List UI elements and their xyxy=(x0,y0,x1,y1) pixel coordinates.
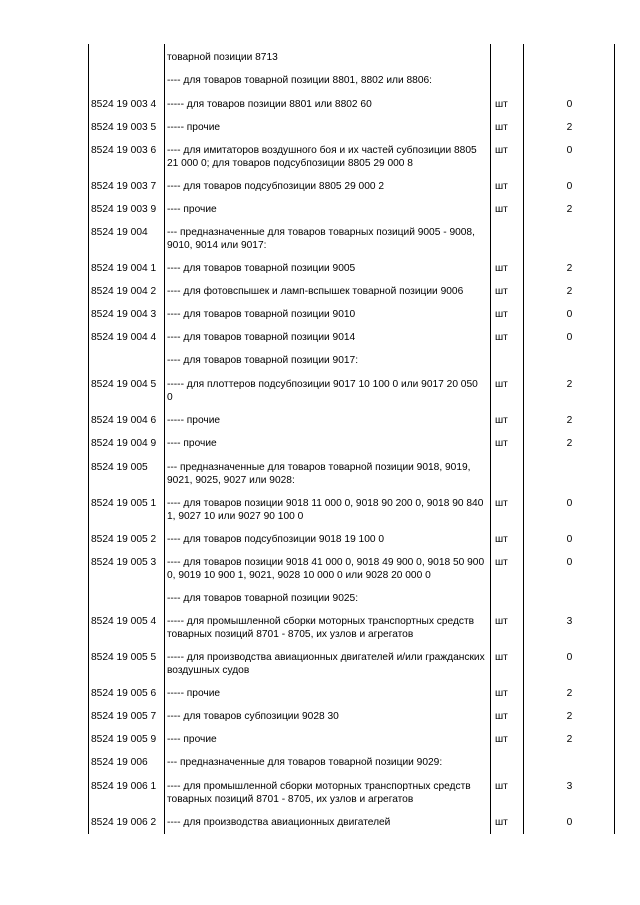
row-code: 8524 19 004 3 xyxy=(91,309,157,320)
row-description: товарной позиции 8713 xyxy=(167,52,278,63)
row-code: 8524 19 005 7 xyxy=(91,711,157,722)
row-unit xyxy=(490,75,523,88)
row-unit: шт xyxy=(495,652,508,663)
row-unit: шт xyxy=(495,204,508,215)
row-rate: 0 xyxy=(566,817,573,828)
row-description: --- предназначенные для товаров товарной позиции 9018, 9019, 9021, 9025, 9027 или 9028: xyxy=(167,462,471,486)
row-description: ----- для производства авиационных двигателей и/или гражданских воздушных судов xyxy=(167,652,485,676)
row-code: 8524 19 005 1 xyxy=(91,498,157,509)
row-unit: шт xyxy=(495,145,508,156)
row-unit xyxy=(490,355,523,368)
row-unit: шт xyxy=(495,122,508,133)
row-unit: шт xyxy=(495,379,508,390)
row-unit: шт xyxy=(495,498,508,509)
row-unit: шт xyxy=(495,415,508,426)
row-description: ----- для промышленной сборки моторных транспортных средств товарных позиций 8701 - 8705, их узлов и агрегатов xyxy=(167,616,475,640)
row-rate: 0 xyxy=(566,557,573,568)
row-rate: 0 xyxy=(566,498,573,509)
row-code: 8524 19 006 1 xyxy=(91,781,157,792)
row-code: 8524 19 004 1 xyxy=(91,263,157,274)
row-rate: 0 xyxy=(566,332,573,343)
row-code: 8524 19 003 9 xyxy=(91,204,157,215)
column-divider-right xyxy=(614,44,615,834)
row-code xyxy=(88,52,164,65)
table-row xyxy=(88,438,614,451)
row-unit: шт xyxy=(495,99,508,110)
table-row xyxy=(88,309,614,322)
row-code: 8524 19 004 2 xyxy=(91,286,157,297)
row-unit: шт xyxy=(495,286,508,297)
row-rate: 2 xyxy=(566,379,573,390)
table-row xyxy=(88,462,614,487)
row-rate xyxy=(523,355,614,368)
row-code: 8524 19 004 6 xyxy=(91,415,157,426)
row-rate: 2 xyxy=(566,415,573,426)
row-rate: 3 xyxy=(566,616,573,627)
row-description: ---- для имитаторов воздушного боя и их частей субпозиции 8805 21 000 0; для товаров подсубпозиции 8805 29 000 8 xyxy=(167,145,477,169)
table-row xyxy=(88,286,614,299)
row-rate xyxy=(523,227,614,252)
row-rate: 0 xyxy=(566,181,573,192)
table-row xyxy=(88,355,614,368)
row-description: ----- для товаров позиции 8801 или 8802 60 xyxy=(167,99,372,110)
row-code: 8524 19 003 5 xyxy=(91,122,157,133)
table-row xyxy=(88,817,614,830)
row-unit xyxy=(490,227,523,252)
table-row xyxy=(88,99,614,112)
table-row xyxy=(88,652,614,677)
row-unit: шт xyxy=(495,438,508,449)
table-row xyxy=(88,145,614,170)
row-rate: 2 xyxy=(566,438,573,449)
row-code: 8524 19 004 9 xyxy=(91,438,157,449)
row-rate: 2 xyxy=(566,263,573,274)
table-row xyxy=(88,227,614,252)
table-row xyxy=(88,332,614,345)
row-description: ---- для товаров товарной позиции 9010 xyxy=(167,309,356,320)
row-description: ---- для товаров подсубпозиции 9018 19 100 0 xyxy=(167,534,385,545)
row-rate: 2 xyxy=(566,688,573,699)
row-description: ----- для плоттеров подсубпозиции 9017 10 100 0 или 9017 20 050 0 xyxy=(167,379,478,403)
row-description: ----- прочие xyxy=(167,415,221,426)
row-code: 8524 19 004 xyxy=(91,227,148,238)
row-rate: 2 xyxy=(566,734,573,745)
row-code xyxy=(88,355,164,368)
row-rate: 3 xyxy=(566,781,573,792)
row-rate: 0 xyxy=(566,652,573,663)
table-row xyxy=(88,379,614,404)
row-code: 8524 19 005 xyxy=(91,462,148,473)
row-unit: шт xyxy=(495,817,508,828)
table-row xyxy=(88,75,614,88)
row-code: 8524 19 003 4 xyxy=(91,99,157,110)
table-row xyxy=(88,181,614,194)
row-rate: 2 xyxy=(566,286,573,297)
row-code: 8524 19 004 4 xyxy=(91,332,157,343)
row-description: ---- для промышленной сборки моторных транспортных средств товарных позиций 8701 - 8705, их узлов и агрегатов xyxy=(167,781,471,805)
row-description: ---- для товаров позиции 9018 41 000 0, 9018 49 900 0, 9018 50 900 0, 9019 10 900 1, 9021, 9028 10 000 0 или 9028 20 000 0 xyxy=(167,557,485,581)
row-description: ---- для товаров товарной позиции 9025: xyxy=(167,593,359,604)
table-row xyxy=(88,204,614,217)
row-unit: шт xyxy=(495,616,508,627)
row-unit: шт xyxy=(495,688,508,699)
row-unit: шт xyxy=(495,332,508,343)
table-row xyxy=(88,52,614,65)
row-unit xyxy=(490,52,523,65)
table-row xyxy=(88,757,614,770)
table-row xyxy=(88,616,614,641)
row-description: ---- для товаров товарной позиции 9014 xyxy=(167,332,356,343)
row-code: 8524 19 003 6 xyxy=(91,145,157,156)
row-code xyxy=(88,75,164,88)
row-description: ----- прочие xyxy=(167,688,221,699)
table-row xyxy=(88,122,614,135)
row-rate xyxy=(523,757,614,770)
table-row xyxy=(88,711,614,724)
row-rate xyxy=(523,593,614,606)
row-code: 8524 19 005 6 xyxy=(91,688,157,699)
row-description: ---- прочие xyxy=(167,204,217,215)
row-description: ---- для товаров субпозиции 9028 30 xyxy=(167,711,339,722)
row-code: 8524 19 005 5 xyxy=(91,652,157,663)
row-code: 8524 19 006 xyxy=(91,757,148,768)
row-unit xyxy=(490,757,523,770)
row-description: ---- прочие xyxy=(167,438,217,449)
row-rate: 2 xyxy=(566,711,573,722)
row-description: ---- для производства авиационных двигателей xyxy=(167,817,391,828)
row-code: 8524 19 004 5 xyxy=(91,379,157,390)
table-row xyxy=(88,415,614,428)
row-rate: 0 xyxy=(566,145,573,156)
table-row xyxy=(88,498,614,523)
row-rate: 2 xyxy=(566,204,573,215)
row-unit: шт xyxy=(495,734,508,745)
row-description: --- предназначенные для товаров товарных позиций 9005 - 9008, 9010, 9014 или 9017: xyxy=(167,227,475,251)
row-code: 8524 19 005 9 xyxy=(91,734,157,745)
row-unit: шт xyxy=(495,557,508,568)
row-unit: шт xyxy=(495,711,508,722)
row-code: 8524 19 006 2 xyxy=(91,817,157,828)
table-row xyxy=(88,263,614,276)
table-row xyxy=(88,557,614,582)
row-rate xyxy=(523,52,614,65)
table-row xyxy=(88,688,614,701)
row-rate: 2 xyxy=(566,122,573,133)
row-description: ---- для товаров товарной позиции 8801, 8802 или 8806: xyxy=(167,75,432,86)
row-rate xyxy=(523,462,614,487)
table-row xyxy=(88,534,614,547)
row-unit: шт xyxy=(495,309,508,320)
row-code: 8524 19 005 2 xyxy=(91,534,157,545)
row-description: ---- для товаров товарной позиции 9017: xyxy=(167,355,359,366)
row-rate xyxy=(523,75,614,88)
table-row xyxy=(88,593,614,606)
row-code: 8524 19 005 3 xyxy=(91,557,157,568)
row-description: ----- прочие xyxy=(167,122,221,133)
table-row xyxy=(88,781,614,806)
row-rate: 0 xyxy=(566,99,573,110)
row-rate: 0 xyxy=(566,534,573,545)
row-description: ---- прочие xyxy=(167,734,217,745)
row-description: ---- для товаров подсубпозиции 8805 29 000 2 xyxy=(167,181,385,192)
row-code xyxy=(88,593,164,606)
row-unit xyxy=(490,462,523,487)
row-description: ---- для товаров позиции 9018 11 000 0, 9018 90 200 0, 9018 90 840 1, 9027 10 или 9027 90 100 0 xyxy=(167,498,484,522)
row-unit: шт xyxy=(495,534,508,545)
row-unit: шт xyxy=(495,781,508,792)
row-code: 8524 19 003 7 xyxy=(91,181,157,192)
table-row xyxy=(88,734,614,747)
row-code: 8524 19 005 4 xyxy=(91,616,157,627)
row-unit: шт xyxy=(495,263,508,274)
row-unit: шт xyxy=(495,181,508,192)
row-description: ---- для товаров товарной позиции 9005 xyxy=(167,263,356,274)
row-description: ---- для фотовспышек и ламп-вспышек товарной позиции 9006 xyxy=(167,286,464,297)
row-unit xyxy=(490,593,523,606)
row-description: --- предназначенные для товаров товарной позиции 9029: xyxy=(167,757,443,768)
row-rate: 0 xyxy=(566,309,573,320)
